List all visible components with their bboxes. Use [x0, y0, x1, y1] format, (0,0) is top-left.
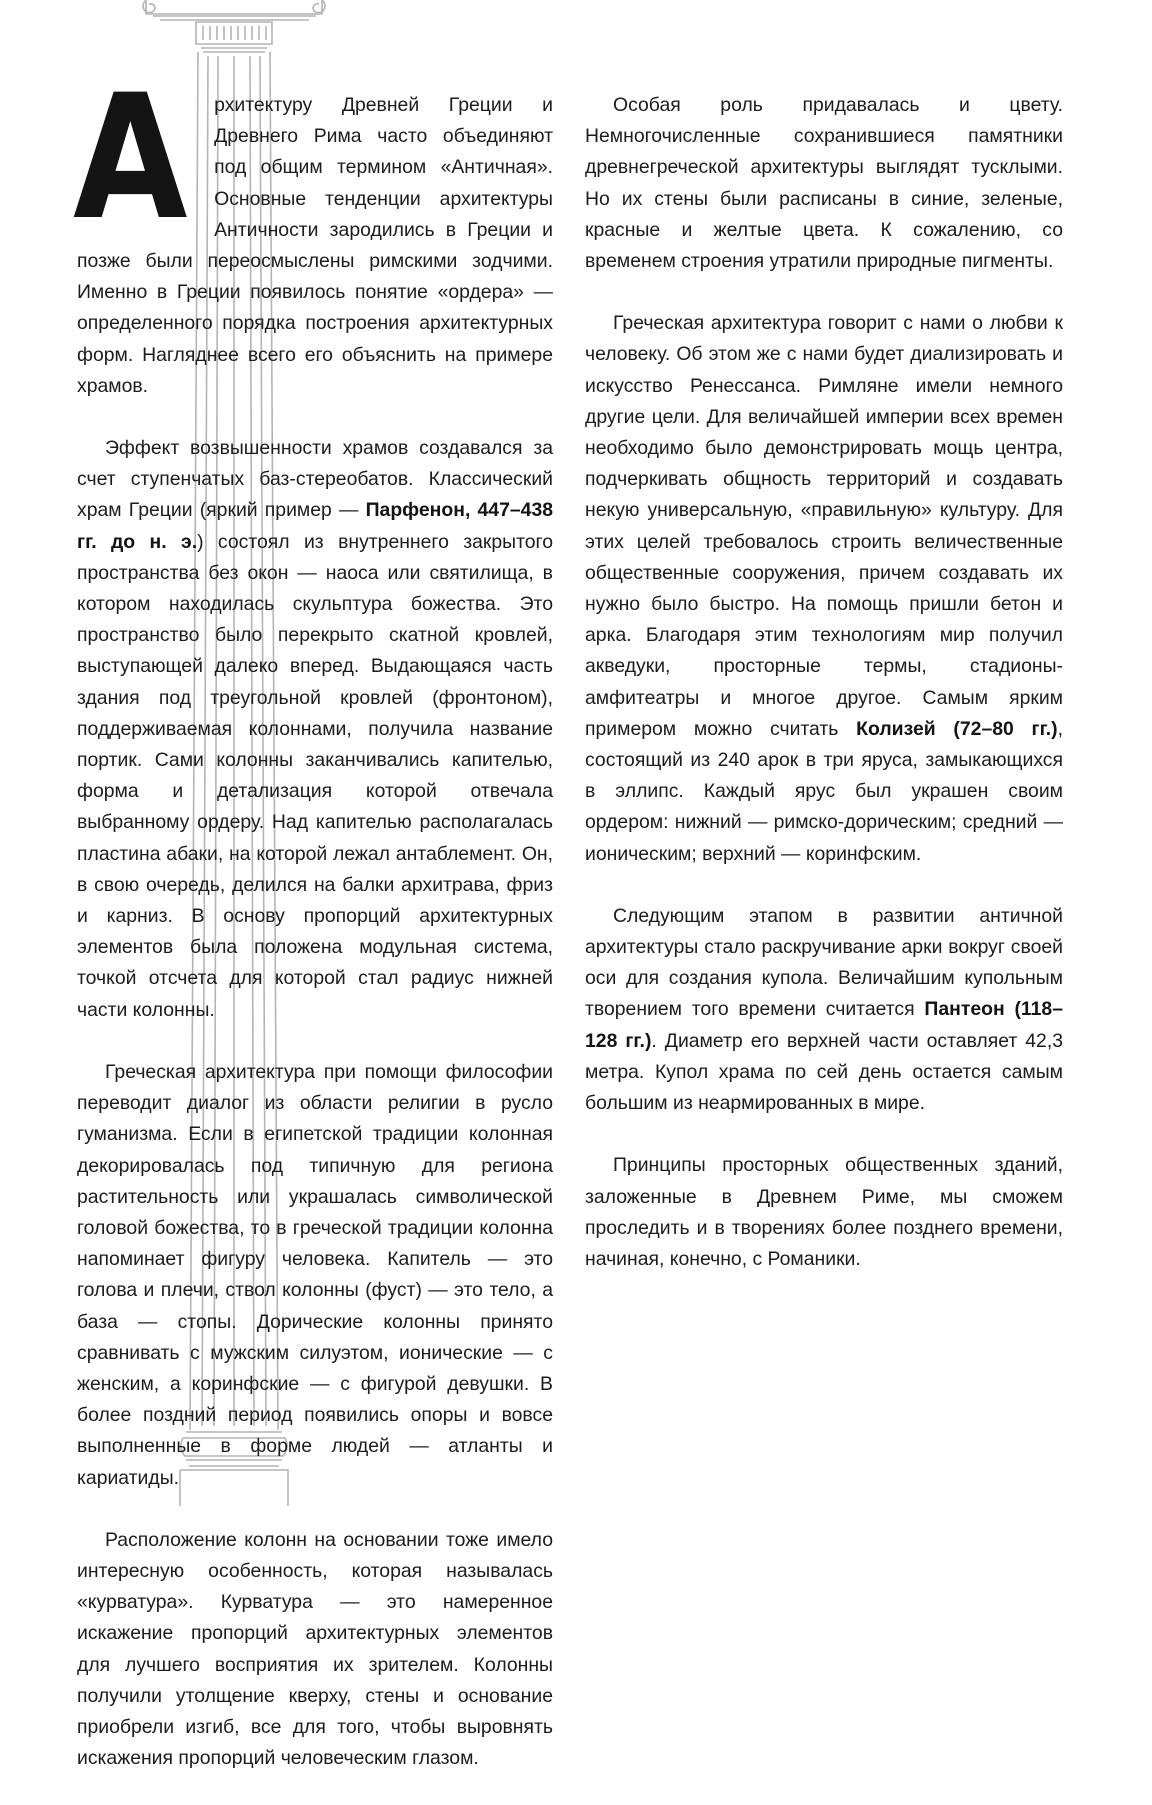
column-volute-right [313, 0, 325, 13]
temple-text-1: Эффект возвышенности храмов создавался за счет ступенчатых баз-стереобатов. Классический храм Греции (яркий пример — [77, 437, 553, 522]
dome-text-1: Следующим этапом в развитии античной архитектуры стало раскручивание арки вокруг своей оси для создания купола. Величайшим купольным творением того времени считается [585, 904, 1063, 1021]
column-volute-left [143, 0, 155, 13]
rome-paragraph [585, 308, 1063, 870]
rome-text-1: Греческая архитектура говорит с нами о любви к человеку. Об этом же с нами будет диализировать и искусство Ренессанса. Римляне имели немного другие цели. Для величайшей империи всех времен необходимо было демонстрировать мощь центра, подчеркивать общность территорий и создавать некую универсальную, «правильную» культуру. Для этих целей требовалось строить величественные общественные сооружения, причем создавать их нужно было быстро. На помощь пришли бетон и арка. Благодаря этим технологиям мир получил акведуки, просторные термы, стадионы-амфитеатры и многое другое. Самым ярким примером можно считать [585, 312, 1063, 740]
humanism-text: Греческая архитектура при помощи философии переводит диалог из области религии в русло гуманизма. Если в египетской традиции колонная декорировалась под типичную для региона растительность или украшалась символической головой божества, то в греческой традиции колонна напоминает фигуру человека. Капитель — это голова и плечи, ствол колонны (фуст) — это тело, а база — стопы. Дорические колонны принято сравнивать с мужским силуэтом, ионические — с женским, а коринфские — с фигурой девушки. В более поздний период появились опоры и вовсе выполненные в форме людей — атланты и кариатиды. [77, 1060, 553, 1489]
curvature-text: Расположение колонн на основании тоже имело интересную особенность, которая называлась «курватура». Курватура — это намеренное искажение пропорций архитектурных элементов для лучшего восприятия их зрителем. Колонны получили утолщение кверху, стены и основание приобрели изгиб, все для того, чтобы выровнять искажения пропорций человеческим глазом. [77, 1528, 553, 1770]
dome-text-2: . Диаметр его верхней части оставляет 42,3 метра. Купол храма по сей день остается самым большим из неармированных в мире. [585, 1029, 1064, 1115]
legacy-paragraph [585, 1150, 1063, 1275]
temple-text-2: ) состоял из внутреннего закрытого пространства без окон — наоса или святилища, в котором находилась скульптура божества. Это пространство было перекрыто скатной кровлей, выступающей далеко вперед. Выдающаяся часть здания под треугольной кровлей (фронтоном), поддерживаемая колоннами, получила название портик. Сами колонны заканчивались капителью, форма и детализация которой отвечала выбранному ордеру. Над капителью располагалась пластина абаки, на которой лежал антаблемент. Он, в свою очередь, делился на балки архитрава, фриз и карниз. В основу пропорций архитектурных элементов была положена модульная система, точкой отсчета для которой стал радиус нижней части колонны. [77, 530, 553, 1021]
color-text: Особая роль придавалась и цвету. Немногочисленные сохранившиеся памятники древнегреческой архитектуры выглядят тусклыми. Но их стены были расписаны в синие, зеленые, красные и желтые цвета. К сожалению, со временем строения утратили природные пигменты. [585, 94, 1063, 273]
pantheon-reference: Пантеон (118–128 гг.) [585, 998, 1063, 1052]
parthenon-reference: Парфенон, 447–438 гг. до н. э. [77, 499, 554, 553]
column-cornice [146, 0, 322, 14]
column-neck [201, 48, 267, 52]
intro-paragraph [73, 57, 553, 402]
column-cornice-line [153, 16, 316, 20]
column-dentils [203, 26, 266, 40]
intro-text: рхитектуру Древней Греции и Древнего Рима часто объединяют под общим термином «Античная». Основные тенденции архитектуры Античности зародились в Греции и позже были переосмыслены римскими зодчими. Именно в Греции появилось понятие «ордера» — определенного порядка построения архитектурных форм. Нагляднее всего его объяснить на примере храмов. [77, 94, 553, 397]
column-echinus [196, 22, 272, 44]
humanism-paragraph [77, 1057, 553, 1494]
color-paragraph [585, 90, 1063, 277]
dome-paragraph [585, 901, 1063, 1119]
right-text-column [585, 90, 1063, 1306]
curvature-paragraph [77, 1525, 553, 1775]
temple-paragraph [77, 433, 553, 1026]
colosseum-reference: Колизей (72–80 гг.) [856, 717, 1058, 740]
left-text-column [73, 57, 554, 1805]
drop-cap-letter: А [73, 57, 188, 258]
legacy-text: Принципы просторных общественных зданий, заложенные в Древнем Риме, мы сможем проследить и в творениях более позднего времени, начиная, конечно, с Романики. [585, 1154, 1063, 1270]
rome-text-2: , состоящий из 240 арок в три яруса, замыкающихся в эллипс. Каждый ярус был украшен своим ордером: нижний — римско-дорическим; средний — ионическим; верхний — коринфским. [585, 717, 1063, 865]
